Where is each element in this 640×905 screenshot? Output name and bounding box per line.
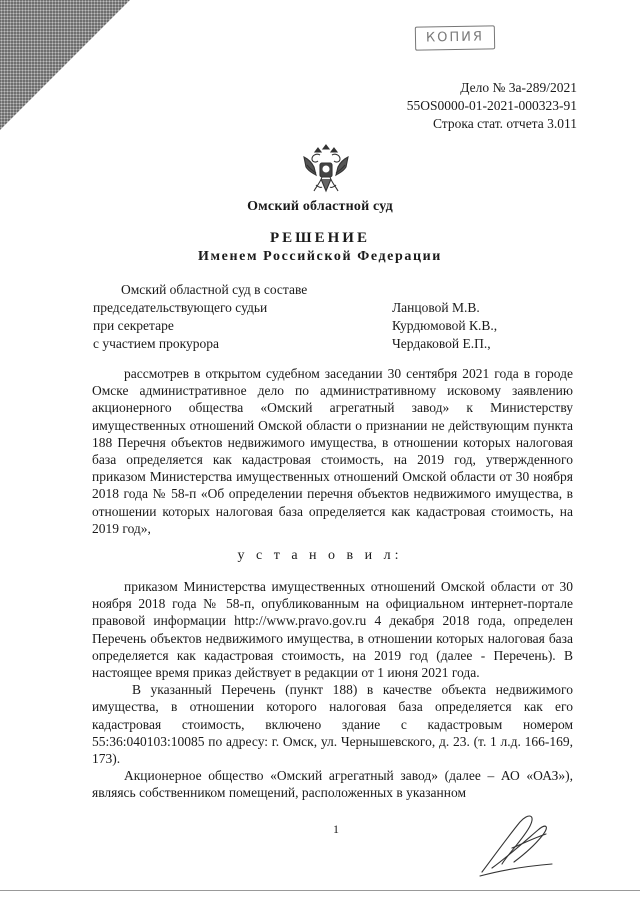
case-number: Дело № 3а-289/2021 <box>460 80 577 95</box>
report-line: Строка стат. отчета 3.011 <box>432 116 577 131</box>
role-secretary: при секретаре <box>93 318 174 333</box>
composition-roles <box>93 281 307 353</box>
case-uid: 55OS0000-01-2021-000323-91 <box>406 98 577 113</box>
facts-section <box>92 578 573 802</box>
role-prosecutor: с участием прокурора <box>93 336 220 351</box>
name-presiding-judge: Ланцовой М.В. <box>392 300 480 315</box>
paragraph-order: приказом Министерства имущественных отношений Омской области от 30 ноября 2018 года № 58-п, опубликованным на официальном интернет-портале правовой информации http://www.pravo.gov.ru 4 декабря 2018 года, определен Перечень объектов недвижимого имущества, в отношении которых налоговая база определяется как кадастровая стоимость, на 2019 год (далее - Перечень). В настоящее время приказ действует в редакции от 1 июня 2021 года. <box>92 579 573 681</box>
decision-title: РЕШЕНИЕ <box>270 230 370 246</box>
page-bottom-edge <box>0 890 640 891</box>
paragraph-list-inclusion: В указанный Перечень (пункт 188) в качестве объекта недвижимого имущества, в отношении которого налоговая база определяется как его кадастровая стоимость, включено здание с кадастровым номером 55:36:040103:10085 по адресу: г. Омск, ул. Чернышевского, д. 23. (т. 1 л.д. 166-169, 173). <box>92 682 573 767</box>
established-heading: у с т а н о в и л: <box>237 548 403 563</box>
name-prosecutor: Чердаковой Е.П., <box>392 336 491 351</box>
court-name-heading: Омский областной суд <box>247 199 393 214</box>
composition-names <box>392 299 497 353</box>
page-number: 1 <box>333 822 339 836</box>
considered-section <box>92 365 573 537</box>
name-secretary: Курдюмовой К.В., <box>392 318 498 333</box>
paragraph-plaintiff: Акционерное общество «Омский агрегатный завод» (далее – АО «ОАЗ»), являясь собственником помещений, расположенных в указанном <box>92 768 573 801</box>
considered-paragraph: рассмотрев в открытом судебном заседании 30 сентября 2021 года в городе Омске административное дело по административному исковому заявлению акционерного общества «Омский агрегатный завод» к Министерству имущественных отношений Омской области о признании не действующим пункта 188 Перечня объектов недвижимого имущества, в отношении которых налоговая база определяется как кадастровая стоимость, на 2019 год, утвержденного приказом Министерства имущественных отношений Омской области от 30 ноября 2018 года № 58-п «Об определении перечня объектов недвижимого имущества, в отношении которых налоговая база определяется как кадастровая стоимость, на 2019 год», <box>92 366 573 536</box>
coat-of-arms-emblem <box>300 141 352 197</box>
composition-intro: Омский областной суд в составе <box>121 282 308 297</box>
role-presiding-judge: председательствующего судьи <box>93 300 268 315</box>
copy-stamp: КОПИЯ <box>415 25 495 50</box>
decision-subtitle: Именем Российской Федерации <box>198 249 442 264</box>
case-info-block <box>407 79 577 133</box>
handwritten-signature <box>472 808 562 878</box>
